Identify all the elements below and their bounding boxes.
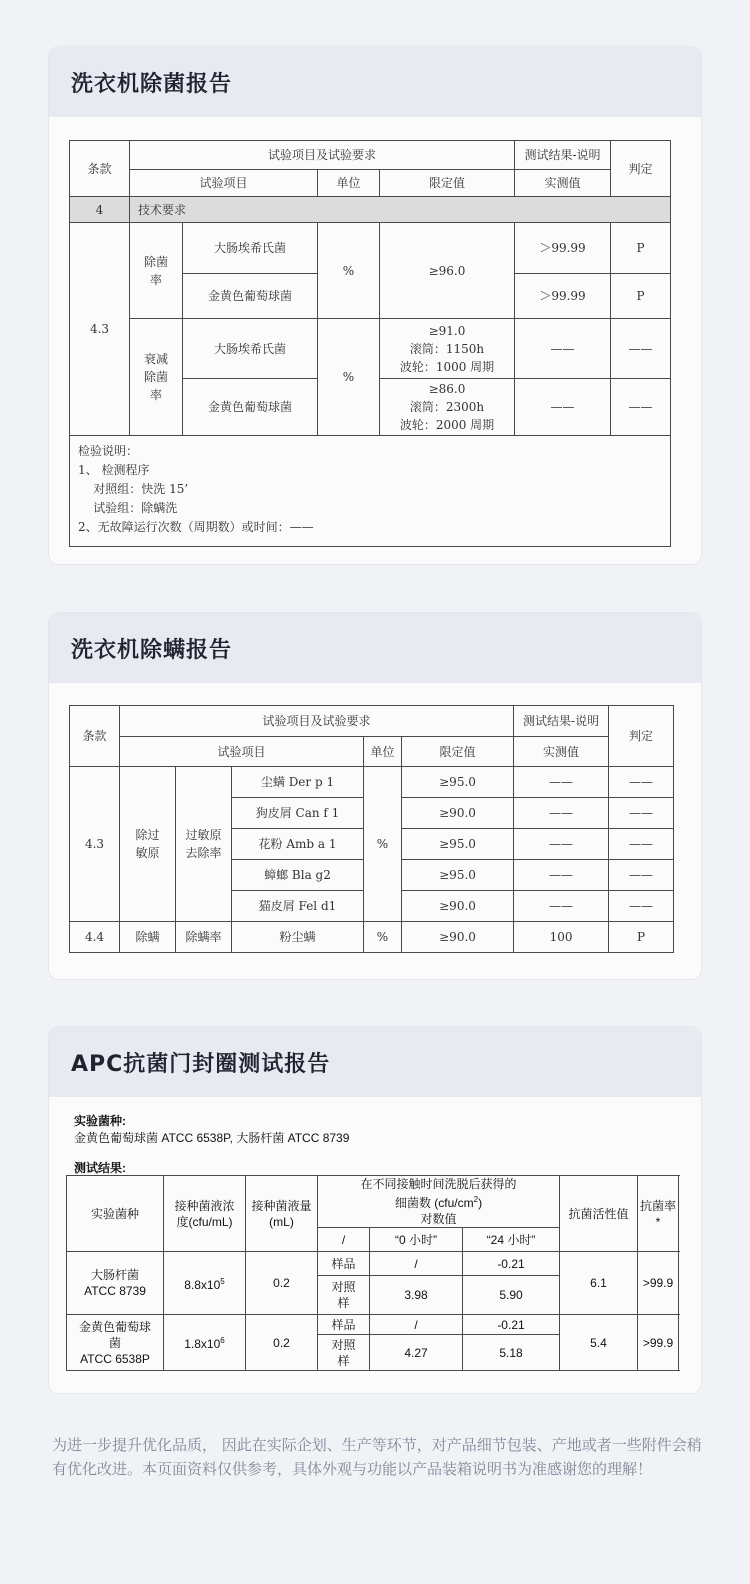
sterilization-report-card [49,47,701,564]
group-name: 除菌率 [130,223,183,319]
strain-value: 金黄色葡萄球菌 ATCC 6538P, 大肠杆菌 ATCC 8739 [74,1131,350,1145]
allergen-item: 狗皮屑 Can f 1 [232,798,364,829]
header-t24: “24 小时” [463,1228,560,1252]
control-label: 对照样 [318,1276,370,1315]
test-item: 金黄色葡萄球菌 [183,274,318,319]
conc-cell [164,1315,246,1371]
control-t24: 5.90 [463,1276,560,1315]
header-vol: 接种菌液量(mL) [246,1176,318,1252]
limit-cell [380,379,515,436]
note-line: 1、 检测程序 [78,463,150,477]
header-t0: “0 小时” [370,1228,463,1252]
header-unit: 单位 [364,737,402,767]
judge-cell: —— [609,860,674,891]
activity-cell: 5.4 [560,1315,638,1371]
header-count-line: 对数值 [420,1212,457,1226]
note-line: 2、无故障运行次数（周期数）或时间：—— [78,520,314,534]
measured-cell: ＞99.99 [515,223,611,274]
limit-line: 波轮：1000 周期 [399,359,495,374]
clause-cell: 4.3 [70,767,120,922]
unit-cell: % [364,922,402,953]
control-t0: 4.27 [370,1335,463,1371]
limit-cell [380,319,515,379]
mite-table [69,705,674,953]
conc-cell [164,1252,246,1315]
control-t24: 5.18 [463,1335,560,1371]
strain-line: ATCC 8739 [84,1284,146,1298]
test-item: 金黄色葡萄球菌 [183,379,318,436]
card-title: APC抗菌门封圈测试报告 [71,1051,331,1077]
unit-cell: % [364,767,402,922]
header-unit: 单位 [318,170,380,197]
conc-exp: 5 [220,1276,225,1286]
sample-label: 样品 [318,1315,370,1335]
strain-label: 实验菌种: [74,1114,126,1128]
strain-line: ATCC 6538P [80,1351,150,1366]
header-test-items-req: 试验项目及试验要求 [120,706,514,737]
card-header [49,47,701,117]
header-test-item: 试验项目 [120,737,364,767]
judge-cell: —— [609,829,674,860]
metric-cell: 过敏原去除率 [176,767,232,922]
header-measured: 实测值 [515,170,611,197]
tech-clause: 4 [70,197,130,223]
apc-report-card [49,1027,701,1393]
test-item: 粉尘螨 [232,922,364,953]
disclaimer-text: 为进一步提升优化品质， 因此在实际企划、生产等环节，对产品细节包装、产地或者一些附件会稍有优化改进。本页面资料仅供参考，具体外观与功能以产品装箱说明书为准感谢您的理解！ [52,1436,702,1478]
vol-cell: 0.2 [246,1315,318,1371]
strain-line: 大肠杆菌 [90,1268,139,1282]
header-test-items-req: 试验项目及试验要求 [130,141,515,170]
header-result-desc: 测试结果-说明 [515,141,611,170]
measured-cell: —— [515,379,611,436]
note-line: 检验说明： [78,444,139,458]
allergen-item: 蟑螂 Bla g2 [232,860,364,891]
test-item: 大肠埃希氏菌 [183,223,318,274]
limit-cell: ≥95.0 [402,767,514,798]
header-limit: 限定值 [402,737,514,767]
sample-t24: -0.21 [463,1252,560,1276]
sterilization-table [69,140,671,547]
result-label: 测试结果: [74,1161,126,1175]
rate-cell: >99.9 [638,1315,679,1371]
header-result-desc: 测试结果-说明 [514,706,609,737]
conc-exp: 6 [220,1336,225,1345]
judge-cell: —— [609,767,674,798]
header-test-item: 试验项目 [130,170,318,197]
sample-label: 样品 [318,1252,370,1276]
limit-line: ≥91.0 [428,323,466,338]
header-limit: 限定值 [380,170,515,197]
sample-t24: -0.21 [463,1315,560,1335]
rate-cell: >99.9 [638,1252,679,1315]
control-t0: 3.98 [370,1276,463,1315]
inspection-notes [70,436,671,547]
clause-cell: 4.4 [70,922,120,953]
apc-table [66,1175,679,1371]
limit-cell: ≥90.0 [402,922,514,953]
header-count-line [320,1192,557,1211]
header-clause: 条款 [70,141,130,197]
header-count-text: 细菌数 (cfu/cm [394,1196,474,1210]
judge-cell: —— [611,319,671,379]
strain-line: 菌 [108,1335,121,1350]
vol-cell: 0.2 [246,1252,318,1315]
limit-line: 波轮：2000 周期 [399,418,495,432]
header-clause: 条款 [70,706,120,767]
judge-cell: P [611,274,671,319]
strain-line: 金黄色葡萄球 [78,1319,151,1334]
unit-cell: % [318,319,380,436]
control-label: 对照样 [318,1335,370,1371]
judge-cell: —— [609,891,674,922]
measured-cell: —— [514,798,609,829]
measured-cell: ＞99.99 [515,274,611,319]
limit-cell: ≥95.0 [402,829,514,860]
header-judgement: 判定 [609,706,674,767]
allergen-item: 尘螨 Der p 1 [232,767,364,798]
test-item: 大肠埃希氏菌 [183,319,318,379]
conc-base: 8.8x10 [184,1277,221,1292]
category-cell: 除过敏原 [120,767,176,922]
judge-cell: P [611,223,671,274]
limit-cell: ≥90.0 [402,891,514,922]
judge-cell: —— [609,798,674,829]
group-name: 衰减除菌率 [130,319,183,436]
limit-line: ≥86.0 [428,382,466,396]
measured-cell: —— [514,860,609,891]
judge-cell: P [609,922,674,953]
header-count [318,1176,560,1228]
tech-label: 技术要求 [130,197,671,223]
category-cell: 除螨 [120,922,176,953]
header-rate: 抗菌率* [638,1176,679,1252]
header-measured: 实测值 [514,737,609,767]
judge-cell: —— [611,379,671,436]
sample-t0: / [370,1315,463,1335]
measured-cell: —— [515,319,611,379]
header-judgement: 判定 [611,141,671,197]
conc-base: 1.8x10 [184,1337,221,1351]
limit-line: 滚筒：1150h [409,341,485,356]
header-strain: 实验菌种 [67,1176,164,1252]
measured-cell: —— [514,891,609,922]
strain-cell [67,1252,164,1315]
header-slash: / [318,1228,370,1252]
strain-cell [67,1315,164,1371]
card-title: 洗衣机除菌报告 [71,71,233,97]
sample-t0: / [370,1252,463,1276]
measured-cell: 100 [514,922,609,953]
limit-line: 滚筒：2300h [409,400,485,414]
limit-cell: ≥96.0 [380,223,515,319]
header-activity: 抗菌活性值 [560,1176,638,1252]
unit-cell: % [318,223,380,319]
measured-cell: —— [514,829,609,860]
limit-cell: ≥95.0 [402,860,514,891]
limit-cell: ≥90.0 [402,798,514,829]
header-count-sup: 2 [473,1195,479,1204]
note-line: 对照组：快洗 15’ [78,482,189,496]
activity-cell: 6.1 [560,1252,638,1315]
metric-cell: 除螨率 [176,922,232,953]
allergen-item: 花粉 Amb a 1 [232,829,364,860]
card-title: 洗衣机除螨报告 [71,637,233,663]
note-line: 试验组：除螨洗 [78,501,178,515]
allergen-item: 猫皮屑 Fel d1 [232,891,364,922]
card-header [49,1027,701,1097]
header-count-line: 在不同接触时间洗脱后获得的 [360,1177,517,1191]
header-count-text: ) [478,1196,483,1210]
mite-report-card [49,613,701,979]
clause-cell: 4.3 [70,223,130,436]
header-conc: 接种菌液浓度(cfu/mL) [164,1176,246,1252]
card-header [49,613,701,683]
measured-cell: —— [514,767,609,798]
